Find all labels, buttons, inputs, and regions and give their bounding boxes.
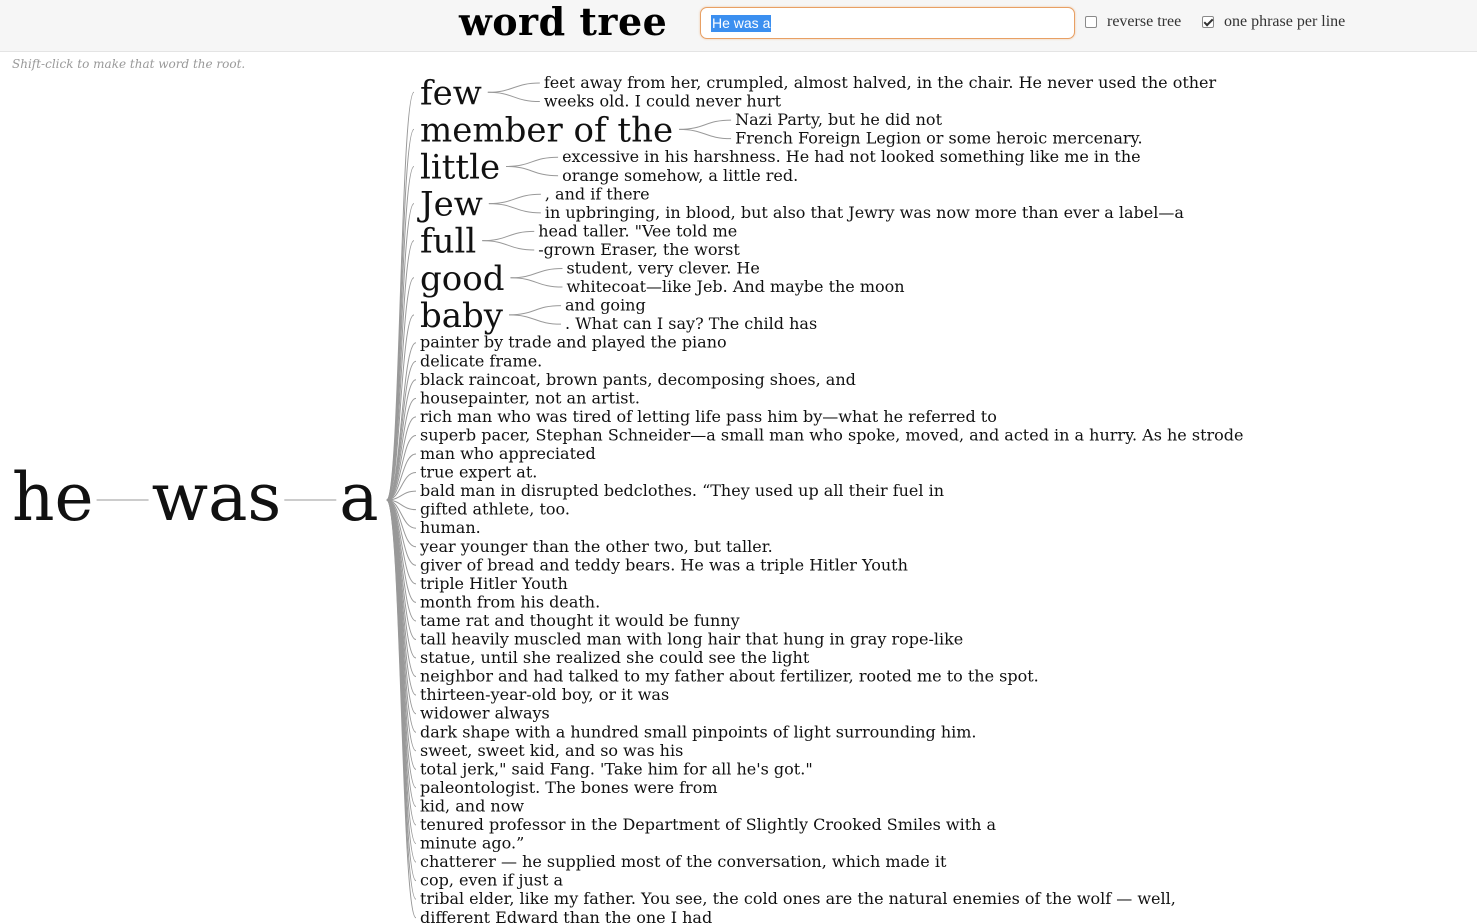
phrase-line[interactable]: feet away from her, crumpled, almost halved, in the chair. He never used the other (543, 73, 1217, 92)
app-title: word tree (459, 0, 668, 44)
phrase-line[interactable]: triple Hitler Youth (420, 573, 568, 593)
phrase-line[interactable]: human. (420, 518, 481, 538)
phrase-line[interactable]: month from his death. (420, 592, 601, 612)
phrase-line[interactable]: chatterer — he supplied most of the conversation, which made it (420, 852, 947, 872)
search-input-value[interactable]: He was a (712, 15, 771, 31)
toolbar (0, 0, 1477, 52)
branch-connector (506, 157, 558, 166)
phrase-line[interactable]: head taller. "Vee told me (538, 221, 738, 241)
shift-click-hint: Shift-click to make that word the root. (12, 57, 246, 71)
phrase-line[interactable]: giver of bread and teddy bears. He was a triple Hitler Youth (420, 555, 908, 575)
phrase-line[interactable]: true expert at. (420, 462, 538, 482)
reverse-tree-checkbox[interactable] (1085, 16, 1097, 28)
branch-word[interactable]: Jew (420, 184, 483, 225)
branch-connector (509, 306, 561, 315)
phrase-line[interactable]: year younger than the other two, but taller. (420, 536, 773, 556)
phrase-line[interactable]: painter by trade and played the piano (420, 332, 727, 352)
phrase-line[interactable]: tall heavily muscled man with long hair that hung in gray rope-like (420, 629, 964, 649)
branch-connector (510, 278, 562, 287)
phrase-line[interactable]: student, very clever. He (566, 258, 760, 278)
phrase-line[interactable]: thirteen-year-old boy, or it was (420, 685, 670, 705)
phrase-line[interactable]: neighbor and had talked to my father about fertilizer, rooted me to the spot. (420, 666, 1039, 686)
phrase-line[interactable]: orange somehow, a little red. (562, 165, 799, 185)
phrase-line[interactable]: superb pacer, Stephan Schneider—a small man who spoke, moved, and acted in a hurry. As he strode (420, 425, 1244, 445)
phrase-line[interactable]: . What can I say? The child has (565, 314, 818, 334)
phrase-line[interactable]: excessive in his harshness. He had not looked something like me in the (562, 147, 1141, 167)
phrase-line[interactable]: tenured professor in the Department of Slightly Crooked Smiles with a (420, 815, 997, 834)
branch-word[interactable]: member of the (420, 110, 674, 151)
phrase-line[interactable]: cop, even if just a (420, 870, 564, 890)
branch-word[interactable]: little (420, 147, 501, 188)
branch-connector (679, 120, 731, 129)
tree-connector (387, 361, 416, 500)
one-phrase-per-line-checkbox[interactable] (1202, 16, 1214, 28)
branch-connector (489, 204, 541, 213)
branch-connector (510, 269, 562, 278)
one-phrase-per-line-option[interactable] (1202, 12, 1345, 32)
root-word-he[interactable]: he (12, 459, 94, 536)
phrase-line[interactable]: gifted athlete, too. (420, 499, 570, 519)
branch-word[interactable]: baby (420, 295, 504, 336)
phrase-line[interactable]: tribal elder, like my father. You see, the cold ones are the natural enemies of the wolf — well, (420, 889, 1176, 909)
branch-connector (489, 194, 541, 203)
root-word-was[interactable]: was (151, 459, 282, 536)
phrase-line[interactable]: widower always (420, 703, 550, 723)
phrase-line[interactable]: statue, until she realized she could see the light (420, 648, 810, 668)
phrase-line[interactable]: minute ago.” (420, 833, 525, 853)
phrase-line[interactable]: and going (565, 295, 646, 315)
phrase-line[interactable]: sweet, sweet kid, and so was his (420, 740, 684, 760)
phrase-line[interactable]: French Foreign Legion or some heroic mercenary. (735, 128, 1143, 148)
branch-connector (488, 83, 540, 92)
branch-connector (482, 241, 534, 250)
phrase-line[interactable]: weeks old. I could never hurt (543, 91, 782, 111)
phrase-line[interactable]: delicate frame. (420, 351, 543, 371)
branch-word[interactable]: few (420, 73, 482, 114)
phrase-line[interactable]: black raincoat, brown pants, decomposing shoes, and (420, 369, 856, 389)
branch-connector (482, 231, 534, 240)
branch-connector (488, 92, 540, 101)
reverse-tree-label[interactable]: reverse tree (1107, 13, 1182, 30)
phrase-line[interactable]: whitecoat—like Jeb. And maybe the moon (566, 277, 905, 297)
word-tree (0, 52, 1477, 924)
phrase-line[interactable]: in upbringing, in blood, but also that Jewry was now more than ever a label—a (544, 202, 1184, 222)
phrase-line[interactable]: dark shape with a hundred small pinpoints of light surrounding him. (420, 722, 977, 742)
phrase-line[interactable]: -grown Eraser, the worst (538, 239, 740, 259)
phrase-line[interactable]: , and if there (544, 184, 650, 204)
phrase-line[interactable]: man who appreciated (420, 444, 596, 463)
branch-word[interactable]: good (420, 258, 505, 299)
phrase-line[interactable]: bald man in disrupted bedclothes. “They used up all their fuel in (420, 481, 945, 501)
phrase-line[interactable]: paleontologist. The bones were from (420, 777, 718, 797)
phrase-line[interactable]: tame rat and thought it would be funny (420, 610, 740, 630)
phrase-line[interactable]: Nazi Party, but he did not (735, 110, 942, 130)
phrase-line[interactable]: kid, and now (420, 796, 525, 816)
reverse-tree-option[interactable] (1085, 12, 1181, 32)
phrase-line[interactable]: different Edward than the one I had (420, 907, 713, 924)
phrase-line[interactable]: total jerk," said Fang. 'Take him for all he's got." (420, 759, 813, 779)
phrase-line[interactable]: housepainter, not an artist. (420, 388, 640, 408)
branch-connector (506, 166, 558, 175)
branch-connector (679, 129, 731, 138)
root-word-a[interactable]: a (339, 459, 379, 536)
phrase-line[interactable]: rich man who was tired of letting life pass him by—what he referred to (420, 406, 997, 426)
search-input[interactable] (700, 7, 1075, 39)
branch-connector (509, 315, 561, 324)
one-phrase-per-line-label[interactable]: one phrase per line (1224, 13, 1346, 30)
branch-word[interactable]: full (420, 221, 477, 262)
